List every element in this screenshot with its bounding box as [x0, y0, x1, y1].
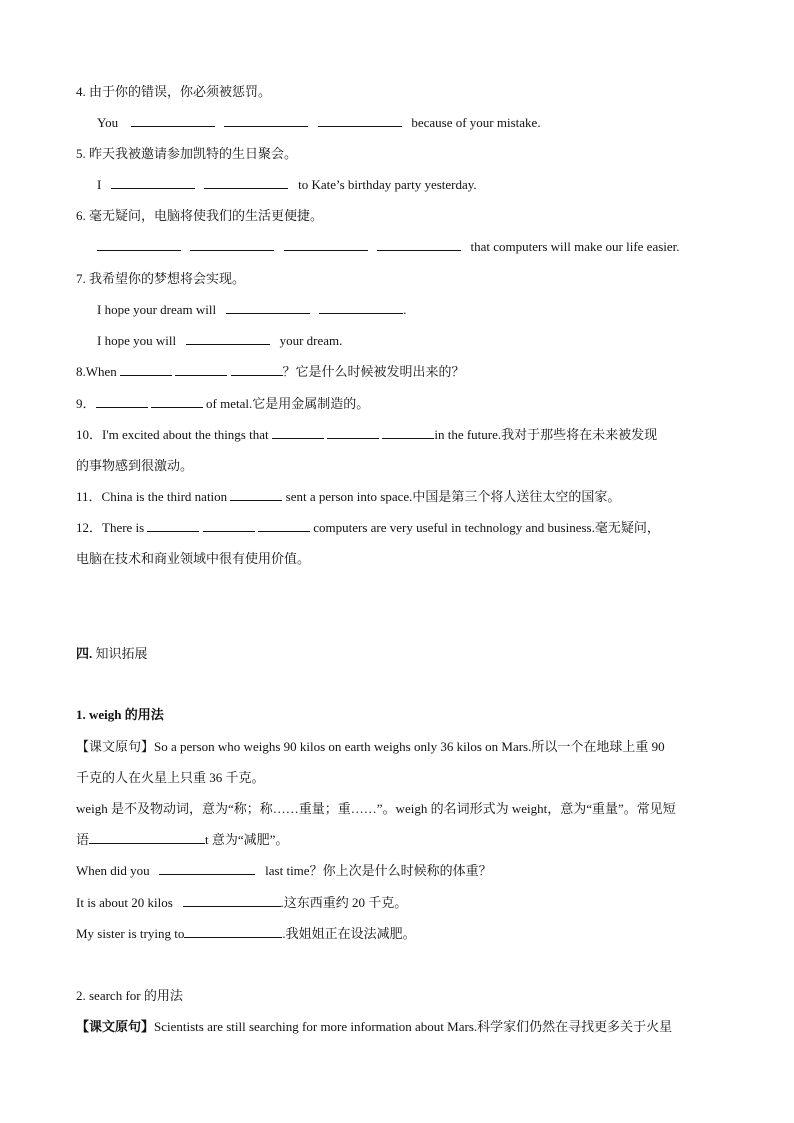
- answer-tail: to Kate’s birthday party yesterday.: [298, 177, 477, 192]
- weigh-explanation: [76, 800, 676, 818]
- search-original-sentence: [76, 1018, 672, 1036]
- answer-tail: your dream.: [279, 333, 343, 348]
- question-lead: 9．: [76, 396, 96, 411]
- fill-blank[interactable]: [272, 426, 324, 439]
- example-lead: When did you: [76, 863, 150, 878]
- fill-blank[interactable]: [224, 114, 308, 127]
- question-text: 5. 昨天我被邀请参加凯特的生日聚会。: [76, 146, 298, 161]
- fill-blank[interactable]: [190, 238, 274, 251]
- fill-blank[interactable]: [186, 332, 270, 345]
- question-8: [76, 363, 465, 381]
- fill-blank[interactable]: [96, 395, 148, 408]
- question-7-answer-1: [97, 301, 406, 319]
- question-4-prompt: [76, 83, 271, 101]
- fill-blank[interactable]: [231, 363, 283, 376]
- question-10-continued: [76, 457, 193, 475]
- example-lead: It is about 20 kilos: [76, 895, 173, 910]
- weigh-example-3: [76, 925, 416, 943]
- fill-blank[interactable]: [131, 114, 215, 127]
- fill-blank[interactable]: [203, 519, 255, 532]
- weigh-original-sentence: [76, 738, 665, 756]
- fill-blank[interactable]: [258, 519, 310, 532]
- question-lead: 11．China is the third nation: [76, 489, 228, 504]
- topic-title: 2. search for 的用法: [76, 988, 183, 1003]
- answer-tail: .: [403, 302, 407, 317]
- question-11: [76, 488, 620, 506]
- explanation-text: weigh 是不及物动词，意为“称；称……重量；重……”。weigh 的名词形式为 weight，意为“重量”。常见短: [76, 801, 676, 816]
- fill-blank[interactable]: [111, 176, 195, 189]
- phrase-tail: t 意为“减肥”。: [205, 832, 289, 847]
- question-tail: computers are very useful in technology and business.毫无疑问，: [313, 520, 660, 535]
- topic-title: 1. weigh 的用法: [76, 707, 164, 722]
- question-lead: 12．There is: [76, 520, 145, 535]
- fill-blank[interactable]: [89, 831, 205, 844]
- question-text: 4. 由于你的错误，你必须被惩罚。: [76, 84, 272, 99]
- fill-blank[interactable]: [319, 301, 403, 314]
- question-5-answer: [97, 176, 477, 194]
- fill-blank[interactable]: [147, 519, 199, 532]
- section-heading: [76, 645, 148, 663]
- question-12-continued: [76, 550, 310, 568]
- question-4-answer: [97, 114, 541, 132]
- question-lead: 8.When: [76, 364, 117, 379]
- section-number: 四.: [76, 646, 93, 661]
- fill-blank[interactable]: [183, 894, 281, 907]
- question-tail: sent a person into space.中国是第三个将人送往太空的国家。: [285, 489, 621, 504]
- fill-blank[interactable]: [120, 363, 172, 376]
- original-text: So a person who weighs 90 kilos on earth weighs only 36 kilos on Mars.所以一个在地球上重 90: [154, 739, 665, 754]
- section-title: 知识拓展: [95, 646, 148, 661]
- question-5-prompt: [76, 145, 297, 163]
- fill-blank[interactable]: [97, 238, 181, 251]
- question-text: 的事物感到很激动。: [76, 458, 194, 473]
- answer-lead: I: [97, 177, 102, 192]
- phrase-lead: 语: [76, 832, 90, 847]
- fill-blank[interactable]: [327, 426, 379, 439]
- answer-lead: I hope you will: [97, 333, 177, 348]
- question-text: 电脑在技术和商业领域中很有使用价值。: [76, 551, 311, 566]
- question-6-answer: [97, 238, 680, 256]
- weigh-original-continued: [76, 769, 265, 787]
- fill-blank[interactable]: [226, 301, 310, 314]
- original-label: 【课文原句】: [76, 1019, 155, 1034]
- weigh-phrase: [76, 831, 288, 849]
- question-lead: 10．I'm excited about the things that: [76, 427, 269, 442]
- weigh-example-2: [76, 894, 407, 912]
- weigh-example-1: [76, 862, 492, 880]
- fill-blank[interactable]: [159, 862, 255, 875]
- question-text: 6. 毫无疑问，电脑将使我们的生活更便捷。: [76, 208, 324, 223]
- question-7-answer-2: [97, 332, 342, 350]
- fill-blank[interactable]: [175, 363, 227, 376]
- example-tail: last time？你上次是什么时候称的体重？: [265, 863, 492, 878]
- original-label: 【课文原句】: [76, 739, 155, 754]
- question-tail: in the future.我对于那些将在未来被发现: [434, 427, 658, 442]
- fill-blank[interactable]: [377, 238, 461, 251]
- fill-blank[interactable]: [318, 114, 402, 127]
- example-lead: My sister is trying to: [76, 926, 185, 941]
- question-12: [76, 519, 660, 537]
- fill-blank[interactable]: [184, 925, 282, 938]
- question-10: [76, 426, 657, 444]
- topic-title-weigh: [76, 706, 164, 724]
- fill-blank[interactable]: [382, 426, 434, 439]
- example-tail: .我姐姐正在设法减肥。: [282, 926, 416, 941]
- example-tail: .这东西重约 20 千克。: [280, 895, 408, 910]
- answer-tail: that computers will make our life easier.: [470, 239, 680, 254]
- question-9: [76, 395, 369, 413]
- question-tail: of metal.它是用金属制造的。: [206, 396, 370, 411]
- original-text: Scientists are still searching for more information about Mars.科学家们仍然在寻找更多关于火星: [154, 1019, 673, 1034]
- answer-lead: You: [97, 115, 119, 130]
- fill-blank[interactable]: [204, 176, 288, 189]
- fill-blank[interactable]: [151, 395, 203, 408]
- question-tail: ？它是什么时候被发明出来的？: [282, 364, 465, 379]
- question-7-prompt: [76, 270, 245, 288]
- question-6-prompt: [76, 207, 323, 225]
- answer-tail: because of your mistake.: [411, 115, 541, 130]
- question-text: 7. 我希望你的梦想将会实现。: [76, 271, 246, 286]
- topic-title-search-for: [76, 987, 183, 1005]
- fill-blank[interactable]: [284, 238, 368, 251]
- answer-lead: I hope your dream will: [97, 302, 217, 317]
- original-text: 千克的人在火星上只重 36 千克。: [76, 770, 265, 785]
- fill-blank[interactable]: [230, 488, 282, 501]
